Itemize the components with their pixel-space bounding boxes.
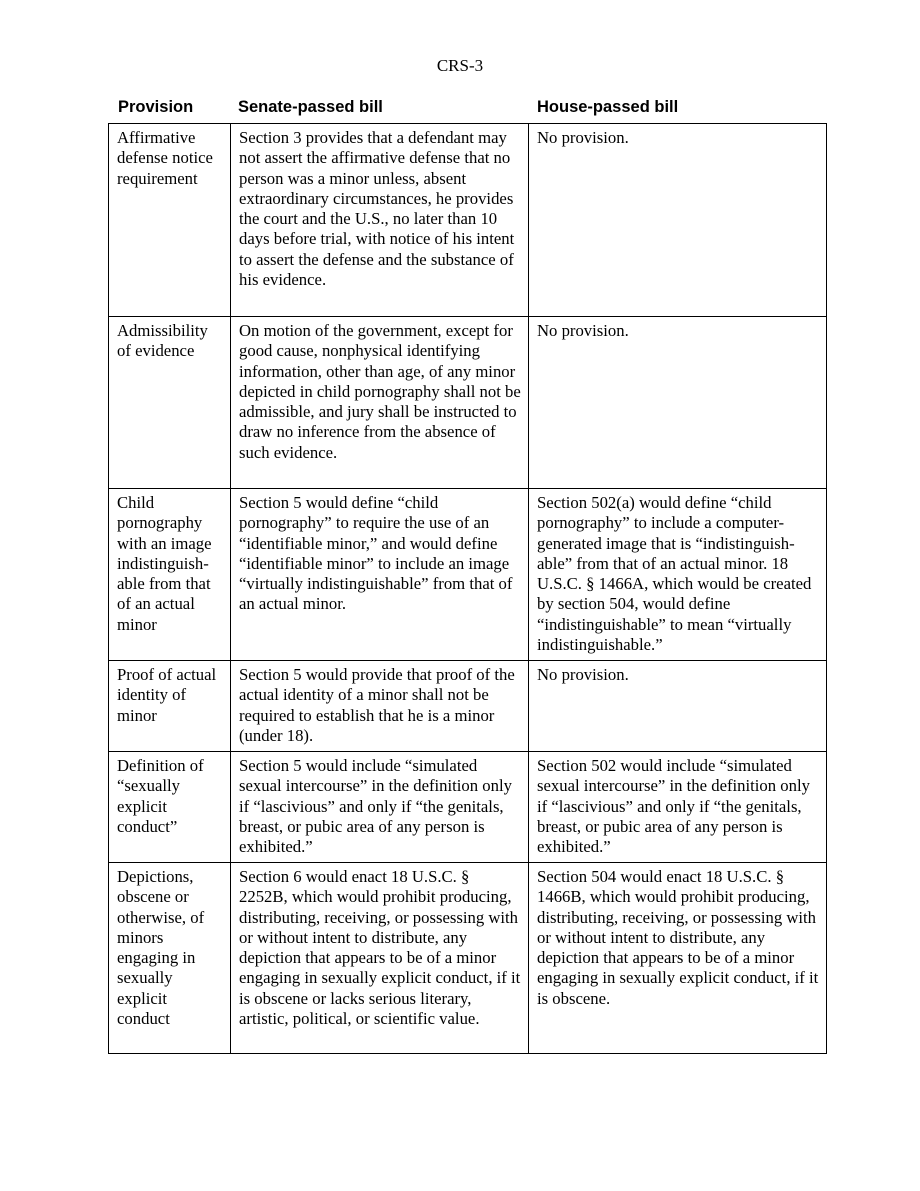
provision-cell: Proof of actual identity of minor: [109, 661, 231, 752]
table-row: [109, 317, 827, 489]
page-number: CRS-3: [436, 56, 484, 75]
table-row: [109, 489, 827, 661]
senate-cell: Section 6 would enact 18 U.S.C. § 2252B, which would prohibit producing, distributing, receiving, or possessing with or without intent to distribute, any depiction that appears to be of a minor engaging in sexually explicit conduct, if it is obscene or lacks serious literary, artistic, political, or scientific value.: [231, 863, 529, 1054]
house-cell: No provision.: [529, 124, 827, 317]
house-cell: Section 504 would enact 18 U.S.C. § 1466B, which would prohibit producing, distributing, receiving, or possessing with or without intent to distribute, any depiction that appears to be of a minor engaging in sexually explicit conduct, if it is obscene.: [529, 863, 827, 1054]
house-cell: Section 502 would include “simulated sexual intercourse” in the definition only if “lascivious” and only if “the genitals, breast, or pubic area of any person is exhibited.”: [529, 752, 827, 863]
house-cell: No provision.: [529, 661, 827, 752]
senate-cell: On motion of the government, except for good cause, nonphysical identifying information, other than age, of any minor depicted in child pornography shall not be admissible, and jury shall be instructed to draw no inference from the absence of such evidence.: [231, 317, 529, 489]
table-row: [109, 661, 827, 752]
provision-cell: Admissibility of evidence: [109, 317, 231, 489]
senate-cell: Section 3 provides that a defendant may not assert the affirmative defense that no person was a minor unless, absent extraordinary circumstances, he provides the court and the U.S., no later than 10 days before trial, with notice of his intent to assert the defense and the substance of his evidence.: [231, 124, 529, 317]
provision-cell: Definition of “sexually explicit conduct”: [109, 752, 231, 863]
table-row: [109, 124, 827, 317]
header-senate-bill: Senate-passed bill: [238, 98, 383, 116]
provision-cell: Depictions, obscene or otherwise, of minors engaging in sexually explicit conduct: [109, 863, 231, 1054]
table-row: [109, 863, 827, 1054]
provision-cell: Affirmative defense notice requirement: [109, 124, 231, 317]
provision-cell: Child pornography with an image indistinguish-able from that of an actual minor: [109, 489, 231, 661]
table-row: [109, 752, 827, 863]
senate-cell: Section 5 would define “child pornography” to require the use of an “identifiable minor,” and would define “identifiable minor” to include an image “virtually indistinguishable” from that of an actual minor.: [231, 489, 529, 661]
senate-cell: Section 5 would provide that proof of the actual identity of a minor shall not be required to establish that he is a minor (under 18).: [231, 661, 529, 752]
header-house-bill: House-passed bill: [537, 98, 679, 116]
comparison-table: [108, 123, 827, 1054]
table-header: [108, 98, 826, 122]
house-cell: Section 502(a) would define “child pornography” to include a computer-generated image that is “indistinguish-able” from that of an actual minor. 18 U.S.C. § 1466A, which would be created by section 504, would define “indistinguishable” to mean “virtually indistinguishable.”: [529, 489, 827, 661]
house-cell: No provision.: [529, 317, 827, 489]
senate-cell: Section 5 would include “simulated sexual intercourse” in the definition only if “lascivious” and only if “the genitals, breast, or pubic area of any person is exhibited.”: [231, 752, 529, 863]
header-provision: Provision: [118, 98, 194, 116]
